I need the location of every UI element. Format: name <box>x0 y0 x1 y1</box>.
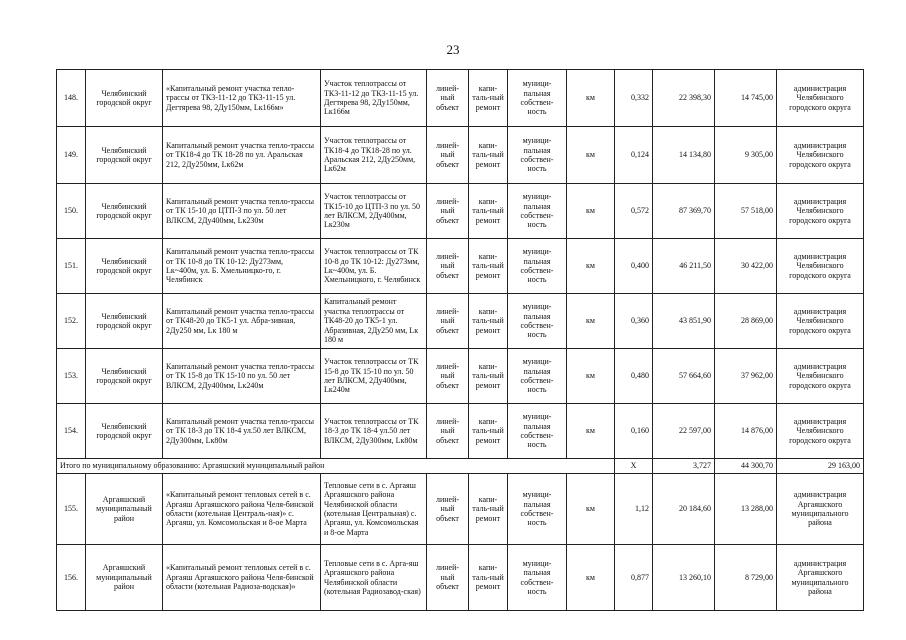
total-row <box>57 459 864 474</box>
project-name-cell: «Капитальный ремонт тепловых сетей в с. Аргаяш Аргаяшского района Челя-бинской области (котельная Радиоза-водская)» <box>163 545 321 611</box>
cost-total-cell: 87 369,70 <box>653 184 715 239</box>
unit-cell: км <box>567 349 615 404</box>
administrator-cell: администрация Челябинского городского округа <box>777 349 864 404</box>
quantity-cell: 0,877 <box>615 545 653 611</box>
object-description-cell: Тепловые сети в с. Арга-яш Аргаяшского района Челябинской области (котельная Радиозавод-ская) <box>321 545 427 611</box>
object-description-cell: Тепловые сети в с. Аргаяш Аргаяшского района Челябинской области (котельная Центральная) с. Аргаяш, ул. Комсомольская и 8-ое Марта <box>321 474 427 545</box>
district-cell: Аргаяшский муниципальный район <box>86 474 163 545</box>
unit-cell: км <box>567 127 615 184</box>
page-number: 23 <box>446 42 460 57</box>
table-row <box>57 239 864 294</box>
quantity-cell: 1,12 <box>615 474 653 545</box>
unit-cell: км <box>567 184 615 239</box>
cost-funding-cell: 37 962,00 <box>715 349 777 404</box>
project-name-cell: «Капитальный ремонт участка тепло-трассы от ТК3-11-12 до ТК3-11-15 ул. Дегтярева 98, 2Ду150мм, Lк166м» <box>163 70 321 127</box>
work-type-cell: капи-таль-ный ремонт <box>469 70 508 127</box>
work-type-cell: капи-таль-ный ремонт <box>469 294 508 349</box>
district-cell: Челябинский городской округ <box>86 70 163 127</box>
district-cell: Челябинский городской округ <box>86 294 163 349</box>
project-name-cell: Капитальный ремонт участка тепло-трассы от ТК48-20 до ТК5-1 ул. Абра-зивная, 2Ду250 мм, Lк 180 м <box>163 294 321 349</box>
administrator-cell: администрация Аргаяшского муниципального района <box>777 545 864 611</box>
district-cell: Челябинский городской округ <box>86 184 163 239</box>
row-number: 153. <box>57 349 86 404</box>
table-row <box>57 404 864 459</box>
table-row <box>57 127 864 184</box>
total-cost-funding: 29 163,00 <box>777 459 864 474</box>
cost-funding-cell: 14 876,00 <box>715 404 777 459</box>
object-type-cell: линей-ный объект <box>427 239 469 294</box>
cost-funding-cell: 28 869,00 <box>715 294 777 349</box>
row-number: 150. <box>57 184 86 239</box>
unit-cell: км <box>567 545 615 611</box>
total-x-mark: X <box>615 459 653 474</box>
administrator-cell: администрация Челябинского городского округа <box>777 294 864 349</box>
administrator-cell: администрация Челябинского городского округа <box>777 239 864 294</box>
row-number: 152. <box>57 294 86 349</box>
administrator-cell: администрация Челябинского городского округа <box>777 70 864 127</box>
object-description-cell: Участок теплотрассы от ТК15-10 до ЦТП-3 по ул. 50 лет ВЛКСМ, 2Ду400мм, Lк230м <box>321 184 427 239</box>
object-description-cell: Капитальный ремонт участка теплотрассы от ТК48-20 до ТК5-1 ул. Абразивная, 2Ду250 мм, Lк 180 м <box>321 294 427 349</box>
cost-funding-cell: 9 305,00 <box>715 127 777 184</box>
total-cost-total: 44 300,70 <box>715 459 777 474</box>
unit-cell: км <box>567 474 615 545</box>
district-cell: Челябинский городской округ <box>86 404 163 459</box>
object-type-cell: линей-ный объект <box>427 70 469 127</box>
cost-funding-cell: 13 288,00 <box>715 474 777 545</box>
object-description-cell: Участок теплотрассы от ТК 18-3 до ТК 18-4 ул.50 лет ВЛКСМ, 2Ду300мм, Lк80м <box>321 404 427 459</box>
project-name-cell: Капитальный ремонт участка тепло-трассы от ТК 15-8 до ТК 15-10 по ул. 50 лет ВЛКСМ, 2Ду400мм, Lк240м <box>163 349 321 404</box>
object-type-cell: линей-ный объект <box>427 349 469 404</box>
object-type-cell: линей-ный объект <box>427 474 469 545</box>
object-type-cell: линей-ный объект <box>427 545 469 611</box>
administrator-cell: администрация Аргаяшского муниципального района <box>777 474 864 545</box>
project-name-cell: Капитальный ремонт участка тепло-трассы от ТК18-4 до ТК 18-28 по ул. Аральская 212, 2Ду250мм, Lк62м <box>163 127 321 184</box>
ownership-cell: муници-пальная собствен-ность <box>508 474 567 545</box>
project-name-cell: Капитальный ремонт участка тепло-трассы от ТК 15-10 до ЦТП-3 по ул. 50 лет ВЛКСМ, 2Ду400мм, Lк230м <box>163 184 321 239</box>
cost-total-cell: 22 597,00 <box>653 404 715 459</box>
work-type-cell: капи-таль-ный ремонт <box>469 404 508 459</box>
total-quantity: 3,727 <box>653 459 715 474</box>
table-row <box>57 545 864 611</box>
row-number: 149. <box>57 127 86 184</box>
administrator-cell: администрация Челябинского городского округа <box>777 404 864 459</box>
cost-total-cell: 22 398,30 <box>653 70 715 127</box>
district-cell: Челябинский городской округ <box>86 239 163 294</box>
ownership-cell: муници-пальная собствен-ность <box>508 70 567 127</box>
ownership-cell: муници-пальная собствен-ность <box>508 404 567 459</box>
quantity-cell: 0,124 <box>615 127 653 184</box>
object-type-cell: линей-ный объект <box>427 184 469 239</box>
cost-total-cell: 57 664,60 <box>653 349 715 404</box>
administrator-cell: администрация Челябинского городского округа <box>777 184 864 239</box>
work-type-cell: капи-таль-ный ремонт <box>469 127 508 184</box>
objects-table <box>56 69 864 611</box>
quantity-cell: 0,480 <box>615 349 653 404</box>
object-description-cell: Участок теплотрассы от ТК 10-8 до ТК 10-12: Ду273мм, Lк~400м, ул. Б. Хмельницкого, г. Челябинск <box>321 239 427 294</box>
table-row <box>57 474 864 545</box>
table-row <box>57 349 864 404</box>
ownership-cell: муници-пальная собствен-ность <box>508 184 567 239</box>
table-row <box>57 70 864 127</box>
unit-cell: км <box>567 239 615 294</box>
ownership-cell: муници-пальная собствен-ность <box>508 239 567 294</box>
ownership-cell: муници-пальная собствен-ность <box>508 127 567 184</box>
unit-cell: км <box>567 70 615 127</box>
quantity-cell: 0,360 <box>615 294 653 349</box>
district-cell: Челябинский городской округ <box>86 127 163 184</box>
row-number: 148. <box>57 70 86 127</box>
work-type-cell: капи-таль-ный ремонт <box>469 239 508 294</box>
object-description-cell: Участок теплотрассы от ТК 15-8 до ТК 15-10 по ул. 50 лет ВЛКСМ, 2Ду400мм, Lк240м <box>321 349 427 404</box>
project-name-cell: «Капитальный ремонт тепловых сетей в с. Аргаяш Аргаяшского района Челя-бинской области (котельная Централь-ная)» с. Аргаяш, ул. Комсомольская и 8-ое Марта <box>163 474 321 545</box>
quantity-cell: 0,160 <box>615 404 653 459</box>
project-name-cell: Капитальный ремонт участка тепло-трассы от ТК 18-3 до ТК 18-4 ул.50 лет ВЛКСМ, 2Ду300мм, Lк80м <box>163 404 321 459</box>
cost-total-cell: 46 211,50 <box>653 239 715 294</box>
unit-cell: км <box>567 294 615 349</box>
project-name-cell: Капитальный ремонт участка тепло-трассы от ТК 10-8 до ТК 10-12: Ду273мм, Lк~400м, ул. Б. Хмельницко-го, г. Челябинск <box>163 239 321 294</box>
cost-funding-cell: 57 518,00 <box>715 184 777 239</box>
row-number: 151. <box>57 239 86 294</box>
object-type-cell: линей-ный объект <box>427 404 469 459</box>
quantity-cell: 0,400 <box>615 239 653 294</box>
cost-funding-cell: 14 745,00 <box>715 70 777 127</box>
ownership-cell: муници-пальная собствен-ность <box>508 545 567 611</box>
quantity-cell: 0,332 <box>615 70 653 127</box>
object-type-cell: линей-ный объект <box>427 127 469 184</box>
quantity-cell: 0,572 <box>615 184 653 239</box>
table-row <box>57 184 864 239</box>
ownership-cell: муници-пальная собствен-ность <box>508 294 567 349</box>
total-label: Итого по муниципальному образованию: Аргаяшский муниципальный район <box>57 459 615 474</box>
row-number: 156. <box>57 545 86 611</box>
object-description-cell: Участок теплотрассы от ТК3-11-12 до ТК3-11-15 ул. Дегтярева 98, 2Ду150мм, Lк166м <box>321 70 427 127</box>
cost-total-cell: 43 851,90 <box>653 294 715 349</box>
district-cell: Аргаяшский муниципальный район <box>86 545 163 611</box>
unit-cell: км <box>567 404 615 459</box>
work-type-cell: капи-таль-ный ремонт <box>469 349 508 404</box>
district-cell: Челябинский городской округ <box>86 349 163 404</box>
row-number: 154. <box>57 404 86 459</box>
ownership-cell: муници-пальная собствен-ность <box>508 349 567 404</box>
cost-total-cell: 20 184,60 <box>653 474 715 545</box>
cost-funding-cell: 8 729,00 <box>715 545 777 611</box>
administrator-cell: администрация Челябинского городского округа <box>777 127 864 184</box>
table-row <box>57 294 864 349</box>
row-number: 155. <box>57 474 86 545</box>
object-type-cell: линей-ный объект <box>427 294 469 349</box>
work-type-cell: капи-таль-ный ремонт <box>469 184 508 239</box>
object-description-cell: Участок теплотрассы от ТК18-4 до ТК18-28 по ул. Аральская 212, 2Ду250мм, Lк62м <box>321 127 427 184</box>
cost-total-cell: 13 260,10 <box>653 545 715 611</box>
cost-total-cell: 14 134,80 <box>653 127 715 184</box>
work-type-cell: капи-таль-ный ремонт <box>469 545 508 611</box>
work-type-cell: капи-таль-ный ремонт <box>469 474 508 545</box>
cost-funding-cell: 30 422,00 <box>715 239 777 294</box>
